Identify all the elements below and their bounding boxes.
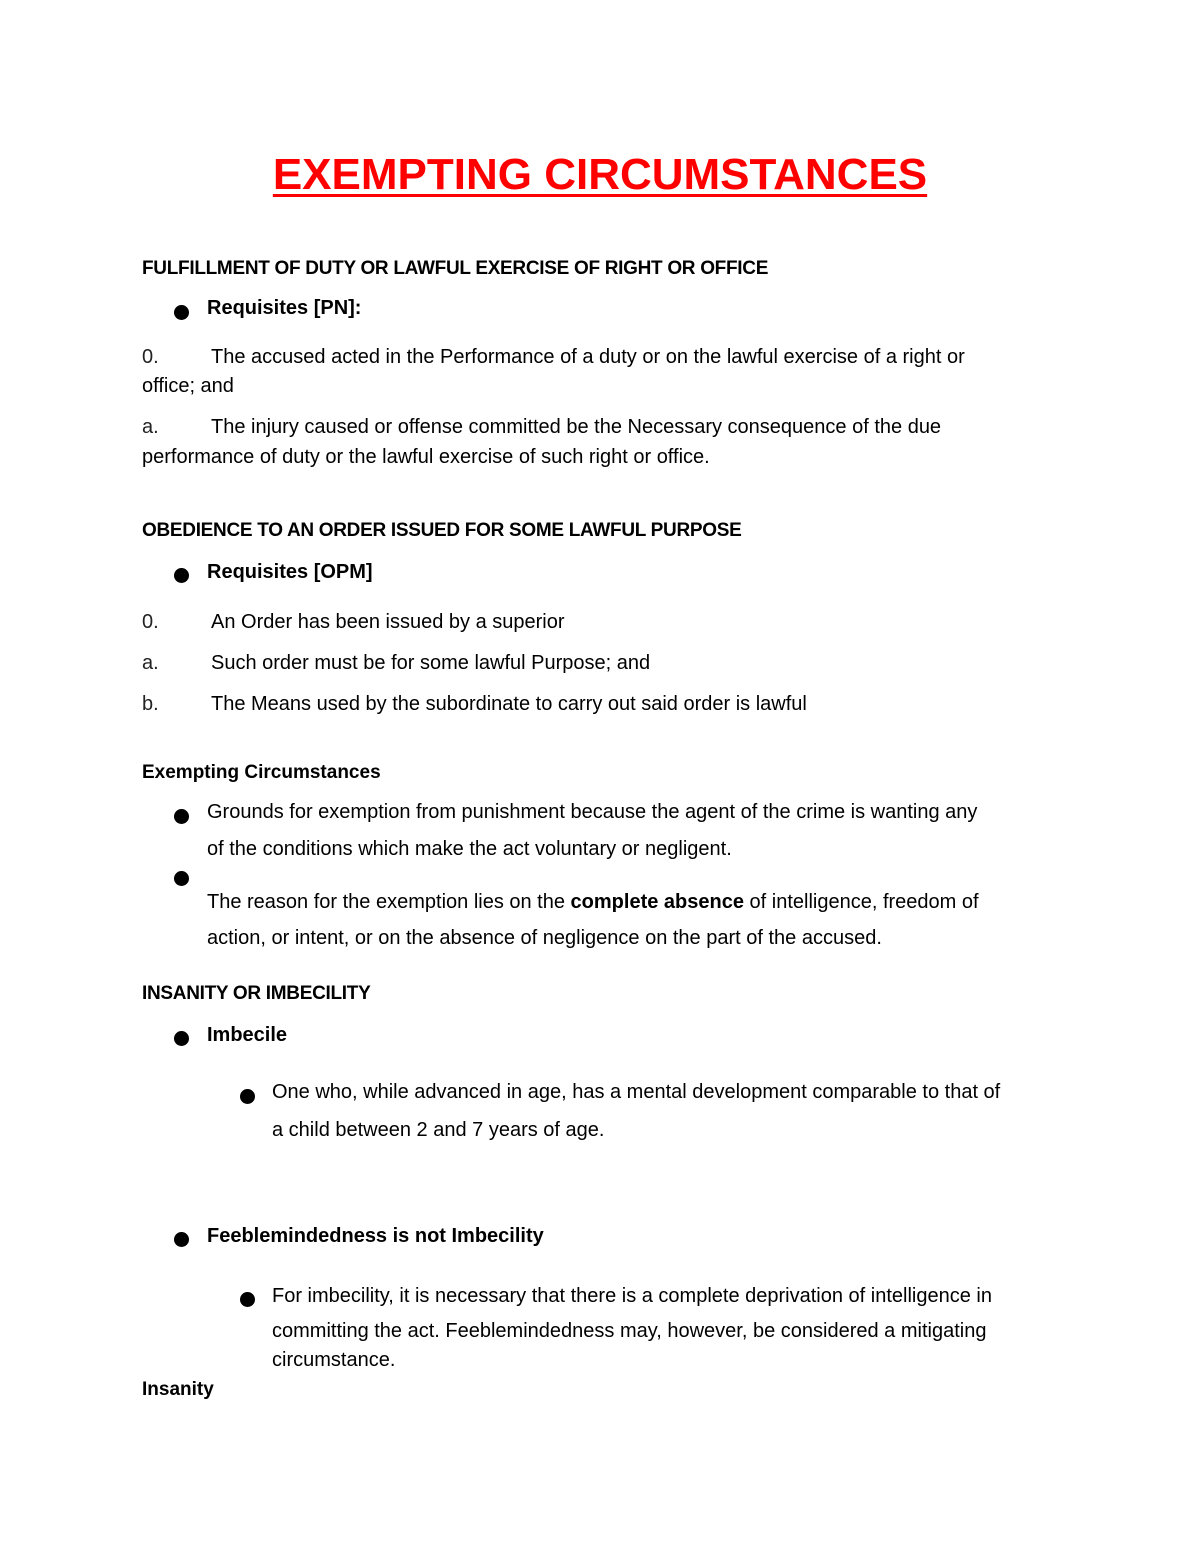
bullet-icon [174,809,189,824]
bullet-text-emphasis: complete absence [570,891,744,913]
section-heading-exempting: Exempting Circumstances [142,762,381,783]
bullet-icon [174,1232,189,1247]
list-item-text-continued: office; and [142,375,234,397]
list-item-text: The injury caused or offense committed be the Necessary consequence of the due [211,416,942,438]
requisites-label: Requisites [OPM] [207,561,373,583]
bullet-text-continued: action, or intent, or on the absence of negligence on the part of the accused. [207,927,882,949]
list-item-text: An Order has been issued by a superior [211,611,565,633]
bullet-text-pre: The reason for the exemption lies on the [207,891,571,913]
sub-bullet-text-continued: a child between 2 and 7 years of age. [272,1119,605,1141]
section-heading-obedience: OBEDIENCE TO AN ORDER ISSUED FOR SOME LAWFUL PURPOSE [142,520,742,541]
sub-bullet-icon [240,1089,255,1104]
sub-bullet-text: For imbecility, it is necessary that there is a complete deprivation of intelligence in [272,1285,992,1307]
list-item-text: The Means used by the subordinate to carry out said order is lawful [211,693,807,715]
bullet-text: Grounds for exemption from punishment because the agent of the crime is wanting any [207,801,978,823]
list-marker: a. [142,652,159,674]
bullet-icon [174,1031,189,1046]
requisites-label: Requisites [PN]: [207,297,362,319]
bullet-text-post: of intelligence, freedom of [743,891,979,913]
bullet-text-continued: of the conditions which make the act voluntary or negligent. [207,838,732,860]
list-marker: a. [142,416,159,438]
sub-bullet-text-continued: circumstance. [272,1349,396,1371]
list-marker: b. [142,693,159,715]
page-title: EXEMPTING CIRCUMSTANCES [272,150,928,199]
bullet-icon [174,305,189,320]
list-item-text: The accused acted in the Performance of a duty or on the lawful exercise of a right or [211,346,965,368]
section-heading-fulfillment: FULFILLMENT OF DUTY OR LAWFUL EXERCISE OF RIGHT OR OFFICE [142,258,769,279]
list-item-text-continued: performance of duty or the lawful exercise of such right or office. [142,446,710,468]
bullet-icon [174,871,189,886]
list-marker: 0. [142,611,159,633]
list-item-text: Such order must be for some lawful Purpose; and [211,652,651,674]
bullet-label-feeblemindedness: Feeblemindedness is not Imbecility [207,1225,544,1247]
sub-bullet-text-continued: committing the act. Feeblemindedness may, however, be considered a mitigating [272,1320,987,1342]
bullet-icon [174,568,189,583]
bullet-text [207,891,979,914]
section-heading-insanity-imbecility: INSANITY OR IMBECILITY [142,983,371,1004]
bullet-label-imbecile: Imbecile [207,1024,288,1046]
section-heading-insanity: Insanity [142,1379,214,1400]
list-marker: 0. [142,346,159,368]
sub-bullet-text: One who, while advanced in age, has a mental development comparable to that of [272,1081,1001,1103]
sub-bullet-icon [240,1292,255,1307]
